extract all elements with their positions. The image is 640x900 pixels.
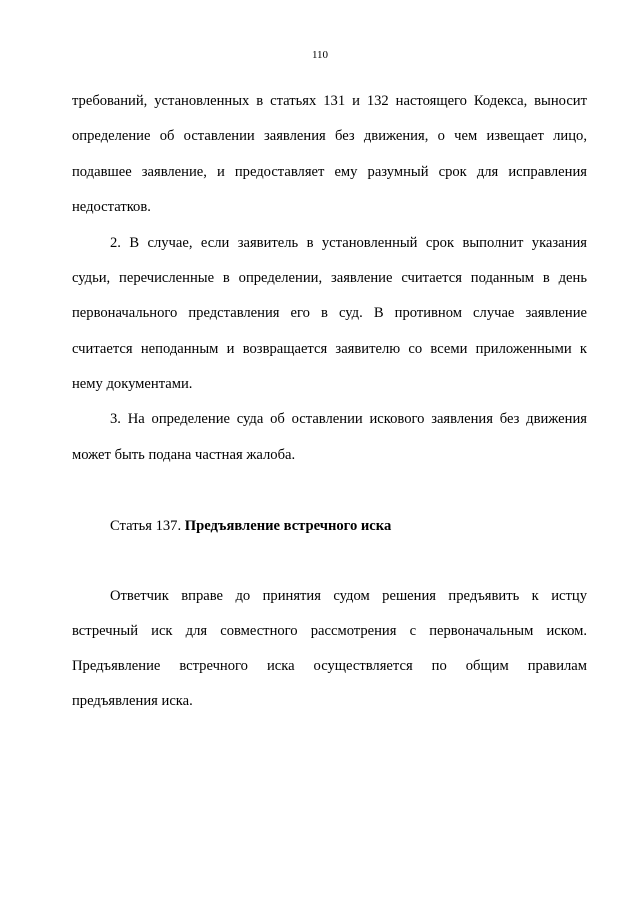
paragraph-line: может быть подана частная жалоба. <box>72 447 296 463</box>
paragraph-line: нему документами. <box>72 376 193 392</box>
paragraph-line: судьи, перечисленные в определении, заявление считается поданным в день <box>72 270 587 286</box>
article-heading <box>110 517 391 535</box>
paragraph-line: 3. На определение суда об оставлении искового заявления без движения <box>110 411 587 427</box>
page-number: 110 <box>311 49 329 61</box>
paragraph-line: первоначального представления его в суд. В противном случае заявление <box>72 305 587 321</box>
paragraph-line: встречный иск для совместного рассмотрения с первоначальным иском. <box>72 623 587 639</box>
paragraph-line: подавшее заявление, и предоставляет ему разумный срок для исправления <box>72 164 587 180</box>
paragraph-line: предъявления иска. <box>72 693 193 709</box>
paragraph-line: определение об оставлении заявления без движения, о чем извещает лицо, <box>72 128 587 144</box>
paragraph-line: 2. В случае, если заявитель в установленный срок выполнит указания <box>110 235 587 251</box>
article-title: Предъявление встречного иска <box>184 518 392 534</box>
paragraph-line: недостатков. <box>72 199 151 215</box>
article-label: Статья 137. <box>110 518 182 534</box>
paragraph-line: требований, установленных в статьях 131 и 132 настоящего Кодекса, выносит <box>72 93 587 109</box>
paragraph-line: Предъявление встречного иска осуществляется по общим правилам <box>72 658 587 674</box>
paragraph-line: Ответчик вправе до принятия судом решения предъявить к истцу <box>110 588 587 604</box>
paragraph-line: считается неподанным и возвращается заявителю со всеми приложенными к <box>72 341 587 357</box>
